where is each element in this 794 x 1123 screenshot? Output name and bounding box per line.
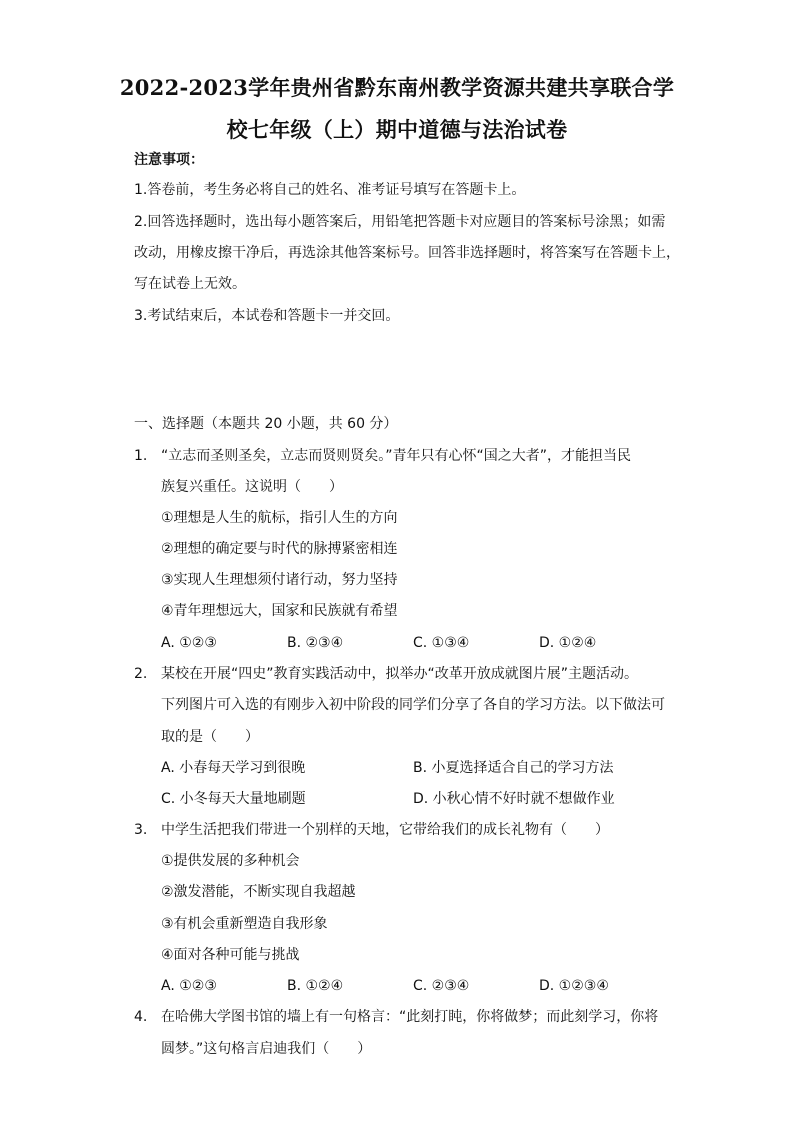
question-stem-line: 在哈佛大学图书馆的墙上有一句格言：“此刻打盹，你将做梦；而此刻学习，你将 [161,1009,659,1025]
option-a: A. ①②③ [161,978,217,994]
question-stem-line: 圆梦。”这句格言启迪我们（ ） [161,1041,372,1057]
question-number: 3. [134,822,148,838]
question-stem-line: 下列图片可入选的有刚步入初中阶段的同学们分享了各自的学习方法。以下做法可 [161,697,665,713]
question-stem-line: “立志而圣则圣矣，立志而贤则贤矣。”青年只有心怀“国之大者”，才能担当民 [161,448,632,464]
notice-line: 1.答卷前，考生务必将自己的姓名、准考证号填写在答题卡上。 [134,182,526,198]
option-d: D. 小秋心情不好时就不想做作业 [413,791,615,807]
option-a: A. 小春每天学习到很晚 [161,760,306,776]
question-number: 1. [134,448,148,464]
option-c: C. ②③④ [413,978,470,994]
exam-title-line1: 2022-2023学年贵州省黔东南州教学资源共建共享联合学 [119,75,675,100]
exam-title-line2: 校七年级（上）期中道德与法治试卷 [226,117,568,142]
question-item: ③有机会重新塑造自我形象 [161,916,328,932]
option-b: B. ①②④ [287,978,344,994]
question-item: ③实现人生理想须付诸行动，努力坚持 [161,572,398,588]
option-c: C. ①③④ [413,635,470,651]
option-b: B. 小夏选择适合自己的学习方法 [413,760,614,776]
notice-line: 改动，用橡皮擦干净后，再选涂其他答案标号。回答非选择题时，将答案写在答题卡上， [134,245,680,261]
question-item: ④面对各种可能与挑战 [161,947,300,963]
notice-heading: 注意事项： [134,152,204,168]
question-stem-line: 取的是（ ） [161,729,259,745]
question-item: ④青年理想远大，国家和民族就有希望 [161,603,398,619]
option-a: A. ①②③ [161,635,217,651]
question-item: ①理想是人生的航标，指引人生的方向 [161,510,398,526]
notice-line: 写在试卷上无效。 [134,276,246,292]
question-stem-line: 族复兴重任。这说明（ ） [161,479,343,495]
option-c: C. 小冬每天大量地刷题 [161,791,306,807]
question-item: ①提供发展的多种机会 [161,853,300,869]
option-d: D. ①②③④ [539,978,609,994]
option-b: B. ②③④ [287,635,344,651]
question-stem-line: 某校在开展“四史”教育实践活动中，拟举办“改革开放成就图片展”主题活动。 [161,666,639,682]
question-item: ②激发潜能，不断实现自我超越 [161,884,356,900]
notice-line: 2.回答选择题时，选出每小题答案后，用铅笔把答题卡对应题目的答案标号涂黑；如需 [134,214,666,230]
section-heading: 一、选择题（本题共 20 小题，共 60 分） [134,416,398,432]
question-number: 4. [134,1009,148,1025]
question-item: ②理想的确定要与时代的脉搏紧密相连 [161,541,398,557]
option-d: D. ①②④ [539,635,597,651]
question-number: 2. [134,666,148,682]
notice-line: 3.考试结束后，本试卷和答题卡一并交回。 [134,308,400,324]
question-stem-line: 中学生活把我们带进一个别样的天地，它带给我们的成长礼物有（ ） [161,822,609,838]
